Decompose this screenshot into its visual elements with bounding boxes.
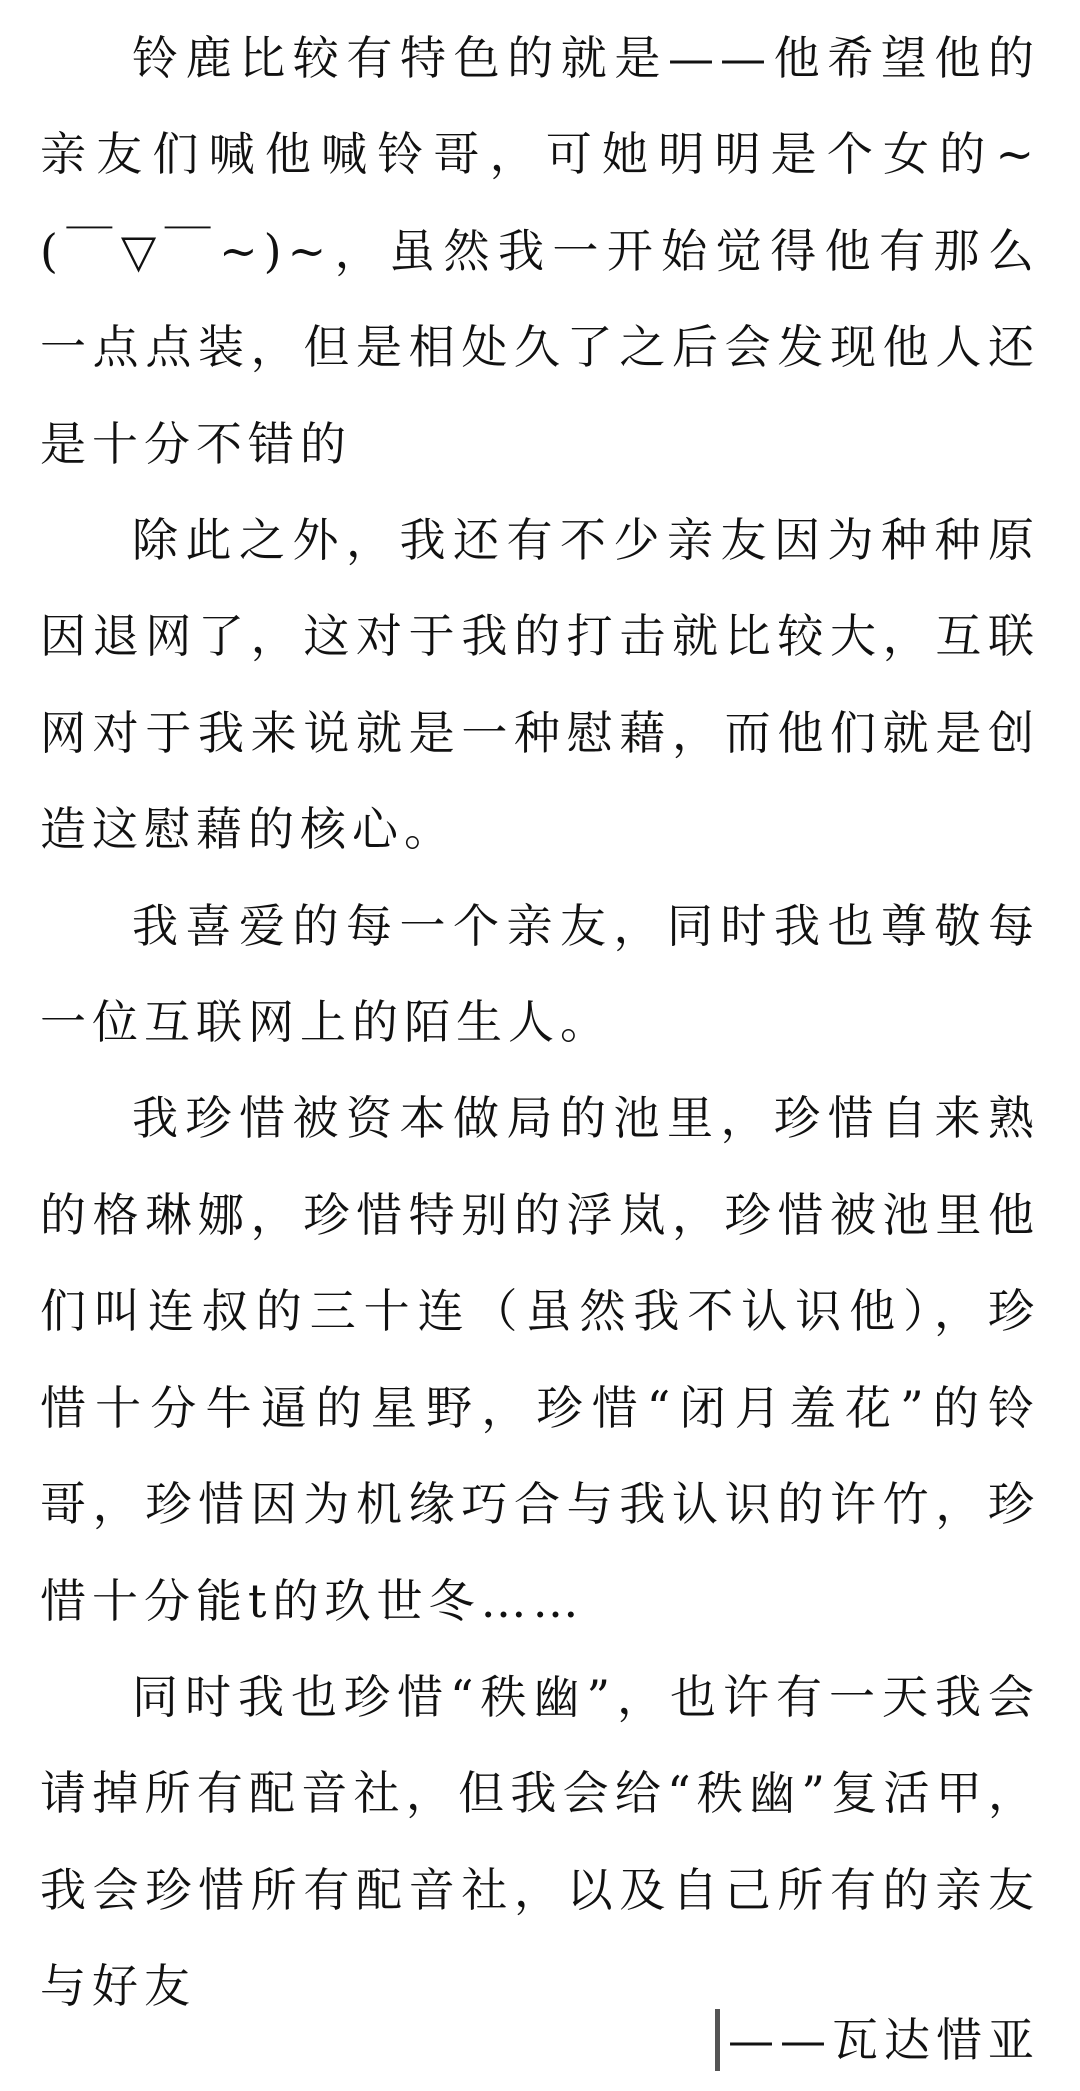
paragraph-friends-left: 除此之外，我还有不少亲友因为种种原因退网了，这对于我的打击就比较大，互联网对于我来说就是一种慰藉，而他们就是创造这慰藉的核心。 [40,513,1040,857]
document-body [40,10,1040,2035]
paragraph-cherish-list: 我珍惜被资本做局的池里，珍惜自来熟的格琳娜，珍惜特别的浮岚，珍惜被池里他们叫连叔的三十连（虽然我不认识他），珍惜十分牛逼的星野，珍惜“闭月羞花”的铃哥，珍惜因为机缘巧合与我认识的许竹，珍惜十分能t的玖世冬…… [40,1091,1040,1628]
signature-block [715,2005,1040,2075]
paragraph-cherish-zhiyou: 同时我也珍惜“秩幽”，也许有一天我会请掉所有配音社，但我会给“秩幽”复活甲，我会珍惜所有配音社，以及自己所有的亲友与好友 [40,1669,1040,2014]
paragraph-respect: 我喜爱的每一个亲友，同时我也尊敬每一位互联网上的陌生人。 [40,898,1040,1050]
signature-divider [715,2009,720,2071]
signature-text: ——瓦达惜亚 [728,2013,1040,2067]
paragraph-lingge: 铃鹿比较有特色的就是——他希望他的亲友们喊他喊铃哥，可她明明是个女的~(￣▽￣~)~，虽然我一开始觉得他有那么一点点装，但是相处久了之后会发现他人还是十分不错的 [40,31,1040,471]
